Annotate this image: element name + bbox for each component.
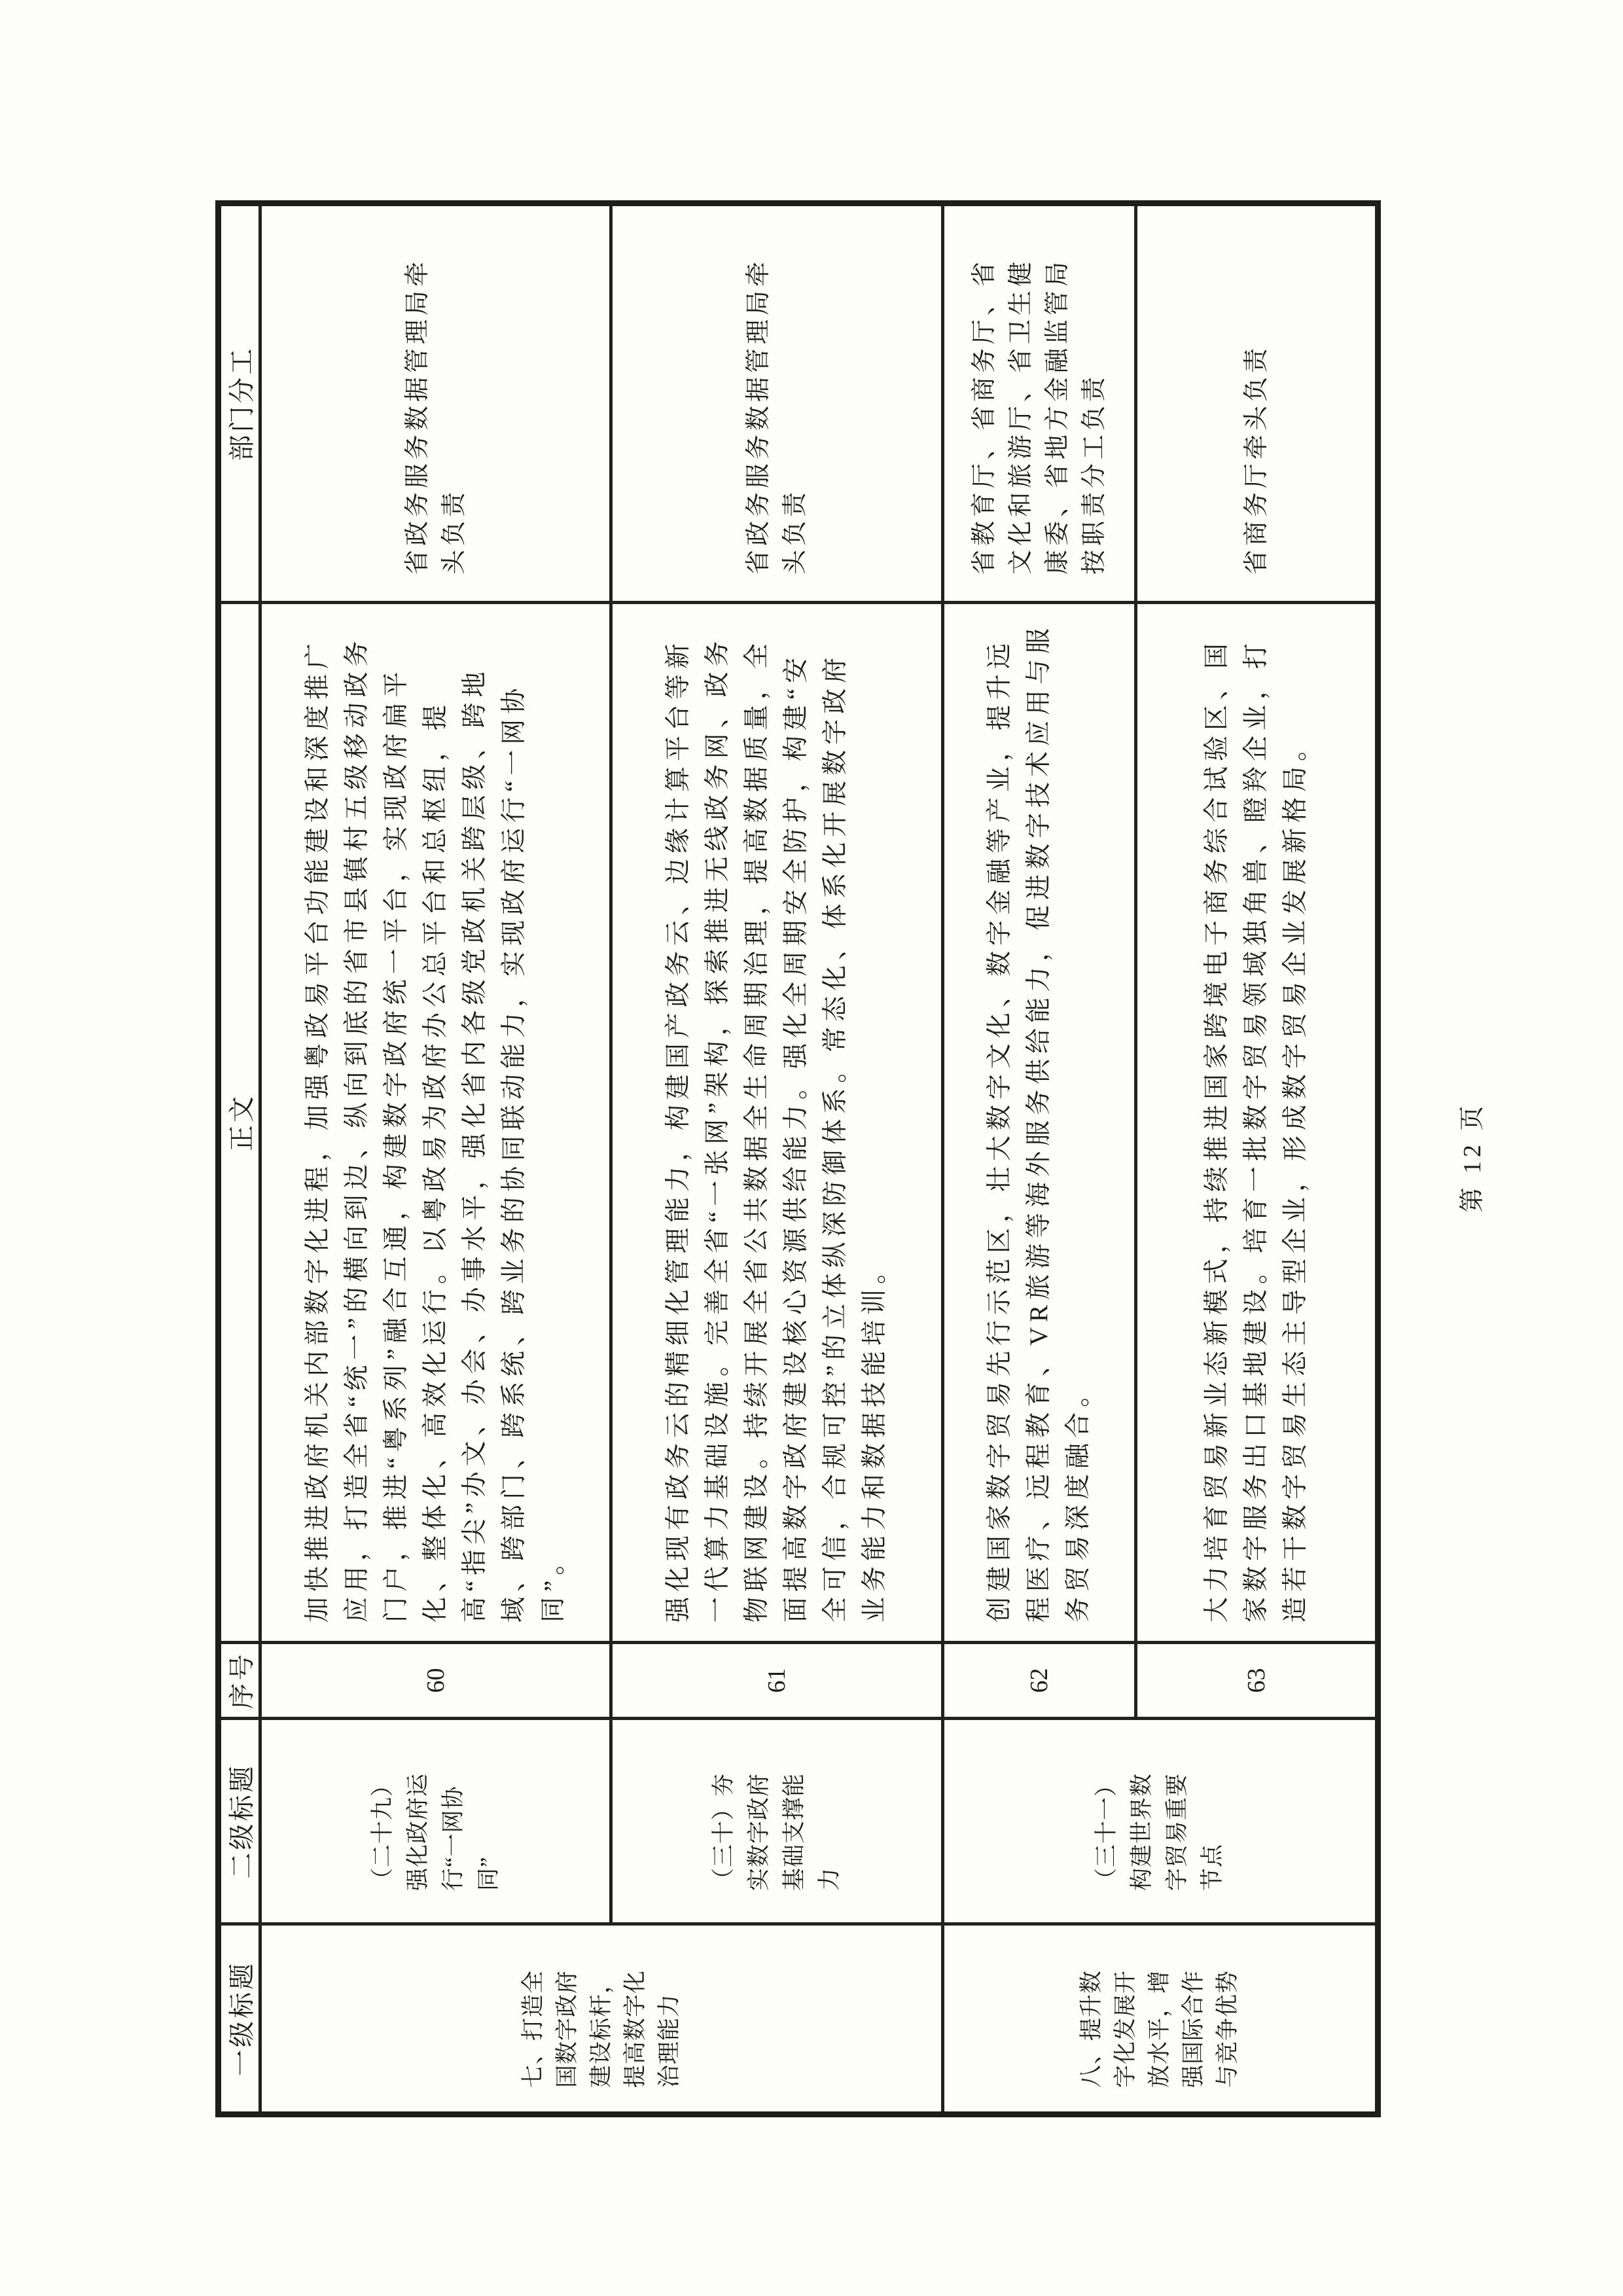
table-row-60: [260, 204, 611, 2115]
col-header-body-text: 正文: [219, 603, 260, 1643]
body-text-row63: 大力培育贸易新业态新模式，持续推进国家跨境电子商务综合试验区、国家数字服务出口基地建设。培育一批数字贸易领域独角兽、瞪羚企业，打造若干数字贸易生态主导型企业，形成数字贸易企业发展新格局。: [1136, 603, 1378, 1643]
serial-no-row60: 60: [260, 1643, 611, 1719]
table-row-61: [611, 204, 943, 2115]
department-row61: 省政务服务数据管理局牵头负责: [611, 204, 943, 603]
serial-no-row61: 61: [611, 1643, 943, 1719]
serial-no-row63: 63: [1136, 1643, 1378, 1719]
level1-heading-section7: 七、打造全国数字政府建设标杆，提高数字化治理能力: [260, 1924, 943, 2115]
level1-heading-section8: 八、提升数字化发展开放水平，增强国际合作与竞争优势: [943, 1924, 1378, 2115]
col-header-department-division: 部门分工: [219, 204, 260, 603]
level2-heading-row62-63: （三十一）构建世界数字贸易重要节点: [943, 1719, 1378, 1924]
level2-heading-row61: （三十）夯实数字政府基础支撑能力: [611, 1719, 943, 1924]
body-text-row62: 创建国家数字贸易先行示范区，壮大数字文化、数字金融等产业，提升远程医疗、远程教育、VR旅游等海外服务供给能力，促进数字技术应用与服务贸易深度融合。: [943, 603, 1136, 1643]
col-header-serial-no: 序号: [219, 1643, 260, 1719]
body-text-row60: 加快推进政府机关内部数字化进程，加强粤政易平台功能建设和深度推广应用，打造全省“统一”的横向到边、纵向到底的省市县镇村五级移动政务门户，推进“粤系列”融合互通，构建数字政府统一平台，实现政府扁平化、整体化、高效化运行。以粤政易为政府办公总平台和总枢纽，提高“指尖”办文、办会、办事水平，强化省内各级党政机关跨层级、跨地域、跨部门、跨系统、跨业务的协同联动能力，实现政府运行“一网协同”。: [260, 603, 611, 1643]
page-number: 第 12 页: [1459, 1102, 1486, 1213]
table-header-row: [219, 204, 260, 2115]
col-header-level1-heading: 一级标题: [219, 1924, 260, 2115]
department-row60: 省政务服务数据管理局牵头负责: [260, 204, 611, 603]
table-row-62: [943, 204, 1136, 2115]
body-text-row61: 强化现有政务云的精细化管理能力，构建国产政务云、边缘计算平台等新一代算力基础设施。完善全省“一张网”架构，探索推进无线政务网、政务物联网建设。持续开展全省公共数据全生命周期治理，提高数据质量，全面提高数字政府建设核心资源供给能力。强化全周期安全防护，构建“安全可信，合规可控”的立体纵深防御体系。常态化、体系化开展数字政府业务能力和数据技能培训。: [611, 603, 943, 1643]
work-division-table: [215, 200, 1381, 2117]
serial-no-row62: 62: [943, 1643, 1136, 1719]
department-row63: 省商务厅牵头负责: [1136, 204, 1378, 603]
level2-heading-row60: （二十九）强化政府运行“一网协同”: [260, 1719, 611, 1924]
col-header-level2-heading: 二级标题: [219, 1719, 260, 1924]
department-row62: 省教育厅、省商务厅、省文化和旅游厅、省卫生健康委、省地方金融监管局按职责分工负责: [943, 204, 1136, 603]
